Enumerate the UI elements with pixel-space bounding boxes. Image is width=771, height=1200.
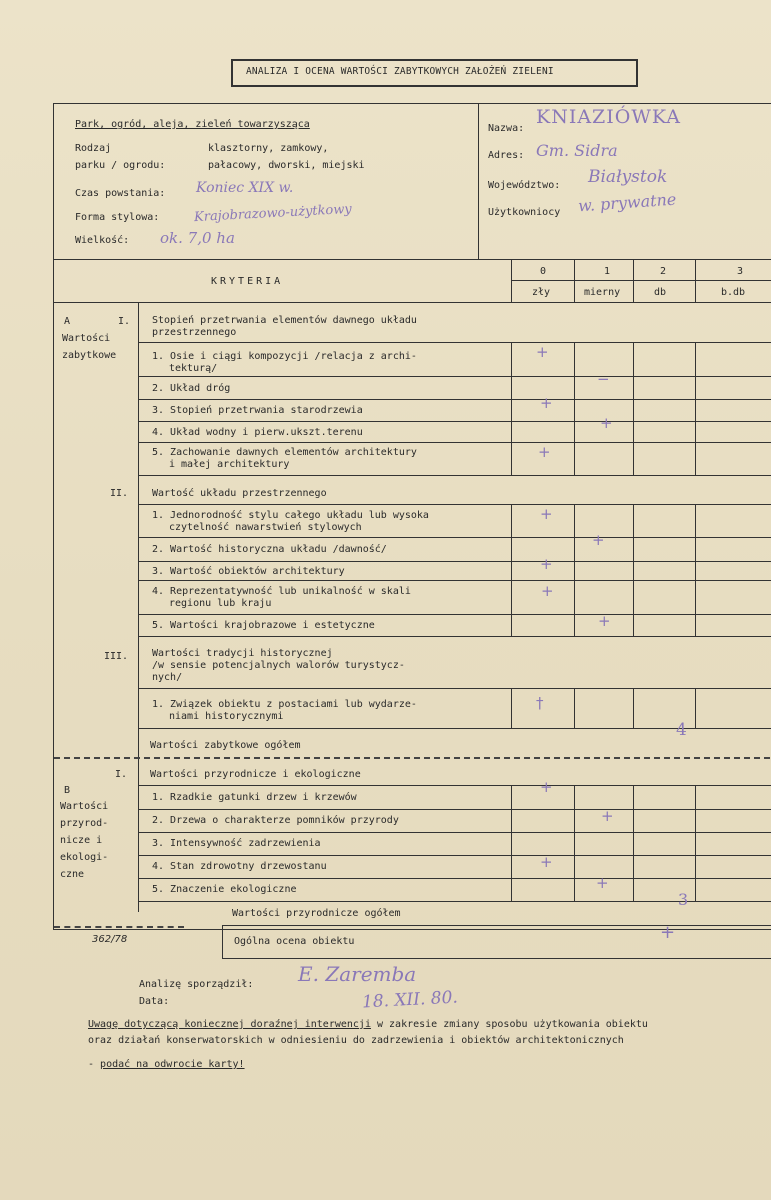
info-divider <box>478 104 479 259</box>
a-g1-item-5b: i małej architektury <box>169 459 290 470</box>
score-col-2-label: db <box>654 287 667 298</box>
analiza-label: Analizę sporządził: <box>139 979 254 990</box>
score-col-0-label: zły <box>532 287 551 298</box>
note-line-2: oraz działań konserwatorskich w odniesieniu do zadrzewienia i obiektów architektonicznych <box>88 1035 624 1046</box>
a-g2-item-4a: 4. Reprezentatywność lub unikalność w skali <box>152 586 411 597</box>
note-line-1-rest: w zakresie zmiany sposobu użytkowania obiektu <box>370 1019 648 1030</box>
section-b-g1-num: I. <box>115 769 128 780</box>
data-label: Data: <box>139 996 170 1007</box>
type-line: Park, ogród, aleja, zieleń towarzysząca <box>75 119 310 130</box>
nazwa-value: KNIAZIÓWKA <box>536 106 682 128</box>
a-g1-item-1b: tekturą/ <box>169 363 218 374</box>
section-b-label5: czne <box>60 869 85 880</box>
mark-a2-2: + <box>592 531 605 549</box>
section-b-label1: Wartości <box>60 801 109 812</box>
a-g3-item-1b: niami historycznymi <box>169 711 284 722</box>
mark-a2-5: + <box>598 612 611 630</box>
forma-value: Krajobrazowo-użytkowy <box>193 201 353 226</box>
note-line-1 <box>88 1019 648 1031</box>
a-g3-title-2: /w sensie potencjalnych walorów turystycz- <box>152 660 405 671</box>
parku-value: pałacowy, dworski, miejski <box>208 160 365 171</box>
a-g1-item-2: 2. Układ dróg <box>152 383 231 394</box>
a-g1-title-1: Stopień przetrwania elementów dawnego układu <box>152 315 417 326</box>
section-a-label1: Wartości <box>62 333 111 344</box>
b-item-5: 5. Znaczenie ekologiczne <box>152 884 297 895</box>
b-item-1: 1. Rzadkie gatunki drzew i krzewów <box>152 792 357 803</box>
note-line-3 <box>88 1059 245 1071</box>
rodzaj-value: klasztorny, zamkowy, <box>208 143 329 154</box>
mark-b-1: + <box>540 778 553 796</box>
score-col-3-label: b.db <box>721 287 746 298</box>
parku-label: parku / ogrodu: <box>75 160 166 171</box>
uzyt-label: Użytkowniocy <box>488 207 561 218</box>
form-title: ANALIZA I OCENA WARTOŚCI ZABYTKOWYCH ZAŁOŻEŃ ZIELENI <box>246 66 554 77</box>
a-g1-item-4: 4. Układ wodny i pierw.ukszt.terenu <box>152 427 363 438</box>
section-a-g2-num: II. <box>110 488 129 499</box>
nazwa-label: Nazwa: <box>488 123 525 134</box>
mark-a1-3: + <box>540 394 553 412</box>
note-line-3-underlined: podać na odwrocie karty! <box>100 1059 245 1070</box>
score-col-2-num: 2 <box>660 266 667 277</box>
forma-label: Forma stylowa: <box>75 212 160 223</box>
section-b-label3: nicze i <box>60 835 103 846</box>
archive-stamp: 362/78 <box>92 934 128 945</box>
a-g1-item-5a: 5. Zachowanie dawnych elementów architektury <box>152 447 417 458</box>
note-line-1-underlined: Uwagę dotyczącą koniecznej doraźnej interwencji <box>88 1019 371 1030</box>
a-g2-title: Wartość układu przestrzennego <box>152 488 327 499</box>
adres-value: Gm. Sidra <box>536 141 618 160</box>
a-g2-item-1a: 1. Jednorodność stylu całego układu lub wysoka <box>152 510 429 521</box>
czas-value: Koniec XIX w. <box>196 180 294 196</box>
mark-b-5: + <box>596 874 609 892</box>
wielkosc-value: ok. 7,0 ha <box>160 229 235 247</box>
mark-a1-5: + <box>538 443 551 461</box>
a-g1-item-1a: 1. Osie i ciągi kompozycji /relacja z archi- <box>152 351 417 362</box>
a-g2-item-1b: czytelność nawarstwień stylowych <box>169 522 362 533</box>
section-b-label2: przyrod- <box>60 818 109 829</box>
mark-a2-3: + <box>540 555 553 573</box>
mark-a2-1: + <box>540 505 553 523</box>
b-total-label: Wartości przyrodnicze ogółem <box>232 908 401 919</box>
a-total-label: Wartości zabytkowe ogółem <box>150 740 301 751</box>
section-a-letter: A <box>64 316 71 327</box>
mark-a1-2: − <box>597 370 610 388</box>
wielkosc-label: Wielkość: <box>75 235 130 246</box>
b-total-value: 3 <box>678 890 689 909</box>
mark-b-2: + <box>601 807 614 825</box>
score-col-1-num: 1 <box>604 266 611 277</box>
b-item-2: 2. Drzewa o charakterze pomników przyrody <box>152 815 399 826</box>
mark-a1-1: + <box>536 343 549 361</box>
mark-b-4: + <box>540 853 553 871</box>
mark-a3-1: † <box>536 694 544 712</box>
score-col-1-label: mierny <box>584 287 621 298</box>
section-a-label2: zabytkowe <box>62 350 117 361</box>
a-g3-title-1: Wartości tradycji historycznej <box>152 648 333 659</box>
a-g1-title-2: przestrzennego <box>152 327 237 338</box>
score-col-3-num: 3 <box>737 266 744 277</box>
analiza-signature: E. Zaremba <box>298 962 417 986</box>
section-a-g3-num: III. <box>104 651 129 662</box>
woj-value: Białystok <box>588 167 668 187</box>
rodzaj-label: Rodzaj <box>75 143 112 154</box>
a-g2-item-2: 2. Wartość historyczna układu /dawność/ <box>152 544 387 555</box>
section-a-g1-num: I. <box>118 316 131 327</box>
note-line-3-dash: - <box>88 1059 101 1070</box>
section-separator <box>54 757 770 759</box>
a-total-value: 4 <box>676 720 687 740</box>
b-item-3: 3. Intensywność zadrzewienia <box>152 838 321 849</box>
mark-a1-4: + <box>600 414 613 432</box>
uzyt-value: w. prywatne <box>577 189 677 216</box>
data-value: 18. XII. 80. <box>361 987 459 1013</box>
criteria-header: KRYTERIA <box>211 276 284 287</box>
section-b-label4: ekologi- <box>60 852 109 863</box>
a-g3-item-1a: 1. Związek obiektu z postaciami lub wydarze- <box>152 699 417 710</box>
czas-label: Czas powstania: <box>75 188 166 199</box>
woj-label: Województwo: <box>488 180 561 191</box>
mark-a2-4: + <box>541 582 554 600</box>
overall-mark: + <box>660 922 676 943</box>
b-item-4: 4. Stan zdrowotny drzewostanu <box>152 861 327 872</box>
score-col-0-num: 0 <box>540 266 547 277</box>
a-g3-title-3: nych/ <box>152 672 183 683</box>
section-b-letter: B <box>64 785 71 796</box>
adres-label: Adres: <box>488 150 525 161</box>
a-g2-item-5: 5. Wartości krajobrazowe i estetyczne <box>152 620 375 631</box>
a-g2-item-4b: regionu lub kraju <box>169 598 272 609</box>
a-g1-item-3: 3. Stopień przetrwania starodrzewia <box>152 405 363 416</box>
a-g2-item-3: 3. Wartość obiektów architektury <box>152 566 345 577</box>
b-g1-title: Wartości przyrodnicze i ekologiczne <box>150 769 361 780</box>
overall-label: Ogólna ocena obiektu <box>234 936 355 947</box>
